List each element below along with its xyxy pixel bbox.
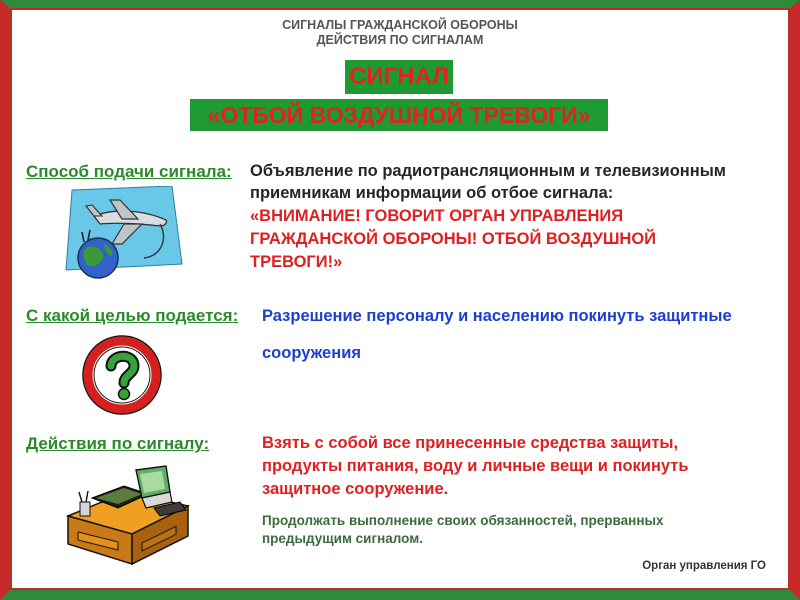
- method-text: Объявление по радиотрансляционным и телевизионным: [250, 162, 727, 180]
- actions-text-2: продукты питания, воду и личные вещи и покинуть: [262, 457, 689, 475]
- slide-header: [0, 18, 800, 48]
- question-sign-icon: [78, 332, 166, 418]
- purpose-label-text: С какой целью подается: [26, 306, 233, 325]
- header-line-2: ДЕЙСТВИЯ ПО СИГНАЛАМ: [316, 33, 484, 47]
- actions-text-3: защитное сооружение.: [262, 480, 449, 498]
- actions-note-1: Продолжать выполнение своих обязанностей, прерванных: [262, 513, 664, 528]
- signal-name: «ОТБОЙ ВОЗДУШНОЙ ТРЕВОГИ»: [190, 99, 608, 131]
- header-line-1: СИГНАЛЫ ГРАЖДАНСКОЙ ОБОРОНЫ: [282, 18, 518, 32]
- desk-icon: [62, 458, 192, 568]
- footer-authority: Орган управления ГО: [642, 560, 766, 572]
- actions-note-2: предыдущим сигналом.: [262, 531, 423, 546]
- method-text-2: приемникам информации об отбое сигнала:: [250, 184, 614, 202]
- actions-label-text: Действия по сигналу: [26, 434, 204, 453]
- method-quote-1: «ВНИМАНИЕ! ГОВОРИТ ОРГАН УПРАВЛЕНИЯ: [250, 207, 624, 225]
- method-quote-2: ГРАЖДАНСКОЙ ОБОРОНЫ! ОТБОЙ ВОЗДУШНОЙ: [250, 230, 657, 248]
- purpose-text-2: сооружения: [262, 344, 361, 362]
- purpose-label-colon: :: [232, 306, 239, 325]
- method-label: [26, 162, 232, 182]
- actions-text-1: [262, 432, 678, 455]
- actions-label-colon: :: [203, 434, 210, 453]
- purpose-text: Разрешение персоналу и населению покинуть защитные: [262, 307, 732, 325]
- method-label-text: Способ подачи сигнала: [26, 162, 227, 181]
- method-quote-3: ТРЕВОГИ!»: [250, 253, 343, 271]
- method-label-colon: :: [226, 162, 232, 181]
- actions-label: [26, 434, 209, 454]
- actions-text-1-inner: Взять с собой все принесенные средства защиты,: [262, 434, 679, 452]
- airplane-globe-icon: [64, 186, 184, 282]
- signal-title: СИГНАЛ: [345, 60, 453, 94]
- purpose-label: [26, 306, 238, 326]
